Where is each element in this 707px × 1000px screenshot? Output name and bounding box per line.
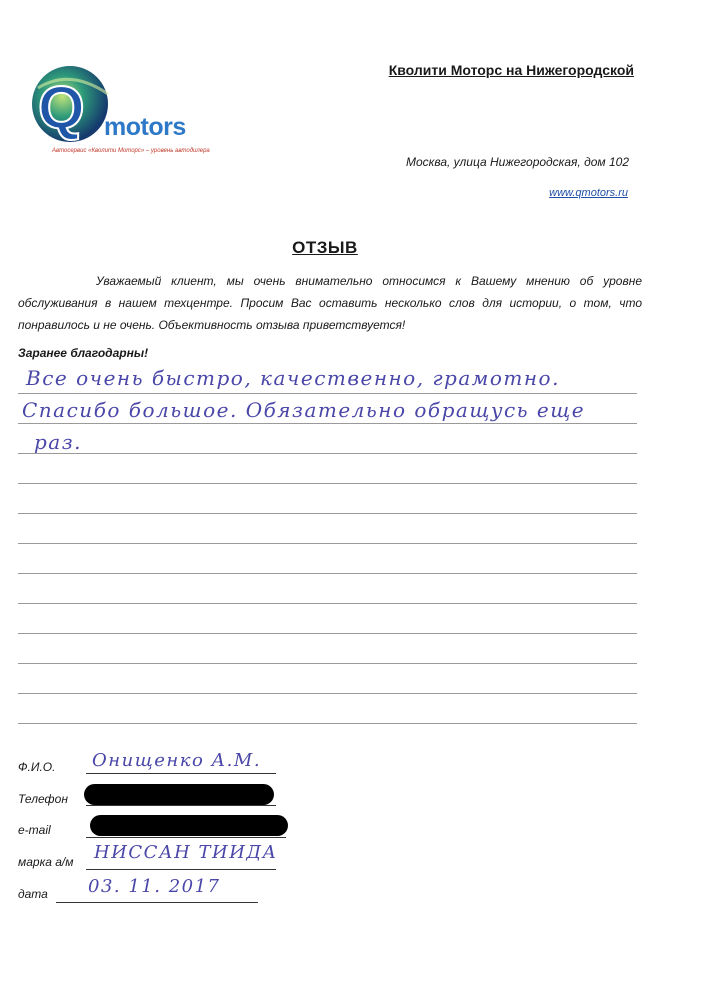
- email-redaction: [90, 815, 288, 836]
- review-rule: [18, 543, 637, 544]
- logo-tagline: Автосервис «Кволити Моторс» – уровень автодилера: [52, 148, 210, 154]
- review-rule: [18, 513, 637, 514]
- company-website-link[interactable]: www.qmotors.ru: [549, 187, 628, 199]
- fio-label: Ф.И.О.: [18, 760, 56, 774]
- review-line-2: Спасибо большое. Обязательно обращусь еще: [22, 398, 586, 422]
- company-name: Кволити Моторс на Нижегородской: [388, 62, 634, 78]
- fio-field-line: [86, 773, 276, 774]
- intro-paragraph: [18, 270, 642, 336]
- car-handwritten-value: НИССАН ТИИДА: [94, 842, 278, 863]
- review-rule: [18, 603, 637, 604]
- review-rule: [18, 663, 637, 664]
- phone-field-line: [86, 805, 276, 806]
- logo-motors-text: motors: [104, 113, 186, 141]
- thanks-label: Заранее благодарны!: [18, 346, 149, 360]
- car-label: марка а/м: [18, 855, 74, 869]
- logo-q-letter: Q: [38, 74, 85, 141]
- car-field-line: [86, 869, 276, 870]
- review-rule: [18, 453, 637, 454]
- review-line-1: Все очень быстро, качественно, грамотно.: [26, 366, 560, 390]
- form-title: ОТЗЫВ: [292, 238, 358, 257]
- review-rule: [18, 723, 637, 724]
- phone-label: Телефон: [18, 792, 68, 806]
- date-handwritten-value: 03. 11. 2017: [88, 876, 221, 897]
- company-address: Москва, улица Нижегородская, дом 102: [405, 155, 629, 169]
- fio-handwritten-value: Онищенко А.М.: [92, 750, 262, 771]
- email-field-line: [86, 837, 286, 838]
- date-field-line: [56, 902, 258, 903]
- email-label: e-mail: [18, 823, 51, 837]
- review-rule: [18, 423, 637, 424]
- review-line-3: раз.: [34, 430, 82, 454]
- review-rule: [18, 633, 637, 634]
- phone-redaction: [84, 784, 274, 805]
- review-rule: [18, 393, 637, 394]
- review-rule: [18, 483, 637, 484]
- intro-text: Уважаемый клиент, мы очень внимательно относимся к Вашему мнению об уровне обслуживания в нашем техцентре. Просим Вас оставить несколько слов для истории, о том, что понравилось и не очень. Объективность отзыва приветствуется!: [18, 274, 642, 332]
- date-label: дата: [18, 887, 48, 901]
- review-rule: [18, 573, 637, 574]
- review-rule: [18, 693, 637, 694]
